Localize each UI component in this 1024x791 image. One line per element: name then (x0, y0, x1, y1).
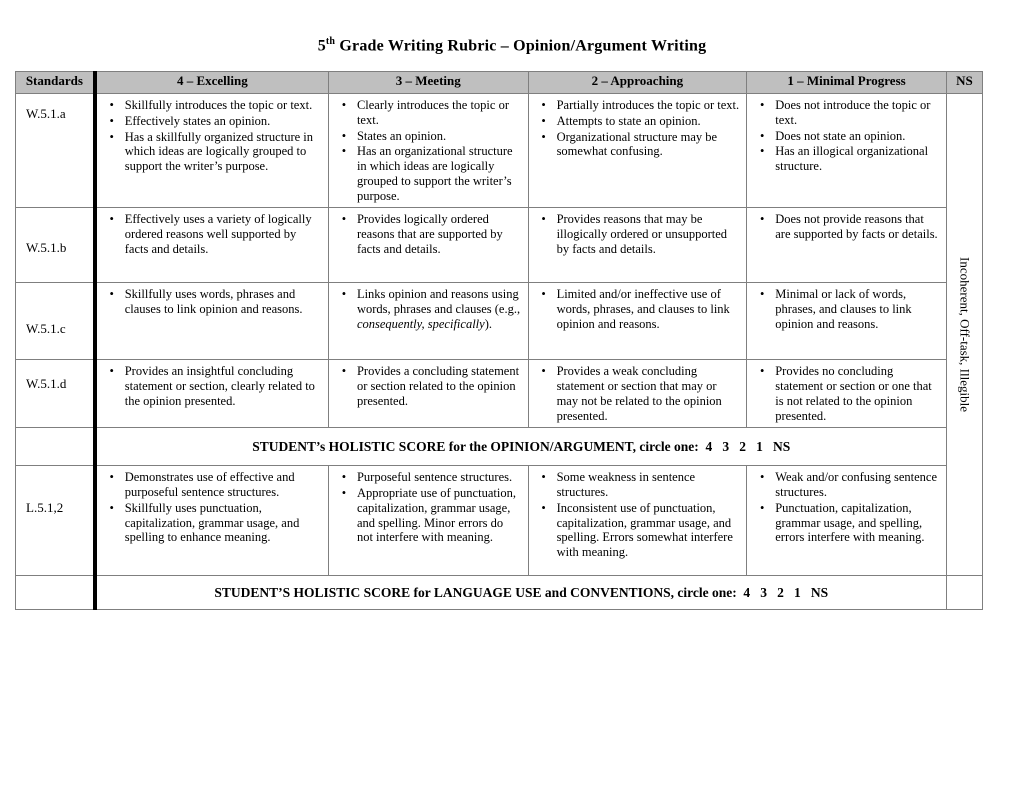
rubric-bullet: • Demonstrates use of effective and purposeful sentence structures. (99, 470, 325, 500)
rubric-bullet: • Has an illogical organizational structure. (749, 144, 943, 174)
bullet-dot: • (760, 98, 765, 112)
bullet-dot: • (760, 287, 765, 302)
col-header-3-meeting: 3 – Meeting (328, 72, 528, 94)
bullet-dot: • (341, 470, 347, 485)
page-title-text: Grade Writing Rubric – Opinion/Argument Writing (335, 37, 707, 55)
bullet-dot: • (341, 98, 347, 112)
rubric-bullet: • Clearly introduces the topic or text. (331, 98, 525, 128)
bullet-dot: • (541, 212, 546, 227)
standard-label: L.5.1,2 (16, 466, 95, 576)
rubric-bullet: • Has an organizational structure in which ideas are logically grouped to support the writer’s purpose. (331, 144, 525, 203)
holistic-score-opinion: STUDENT’s HOLISTIC SCORE for the OPINION/ARGUMENT, circle one: 4 3 2 1 NS (95, 428, 947, 466)
bullet-dot: • (109, 287, 114, 302)
page-title (0, 0, 1024, 55)
rubric-cell-w51b-meeting (328, 208, 528, 283)
rubric-cell-w51d-approaching (528, 360, 747, 428)
bullet-dot: • (109, 500, 114, 515)
rubric-bullet: • Minimal or lack of words, phrases, and clauses to link opinion and reasons. (749, 287, 943, 331)
bullet-dot: • (541, 287, 546, 302)
bullet-dot: • (109, 113, 114, 128)
bullet-dot: • (341, 287, 347, 302)
bullet-dot: • (109, 212, 114, 227)
rubric-bullet: • Has a skillfully organized structure in which ideas are logically grouped to support the writer’s purpose. (99, 130, 325, 174)
rubric-cell-w51b-minimal (747, 208, 947, 283)
rubric-cell-l512-minimal (747, 466, 947, 576)
col-header-standards: Standards (16, 72, 95, 94)
row-w51c (16, 283, 983, 360)
italic-examples: consequently, specifically (356, 316, 485, 331)
rubric-cell-w51a-minimal (747, 94, 947, 208)
row-w51a (16, 94, 983, 208)
bullet-dot: • (109, 98, 114, 112)
col-header-ns: NS (946, 72, 982, 94)
rubric-cell-w51c-approaching (528, 283, 747, 360)
bullet-dot: • (341, 486, 347, 500)
bullet-dot: • (341, 128, 347, 143)
standard-label: W.5.1.d (16, 360, 95, 428)
rubric-bullet: • Limited and/or ineffective use of words, phrases, and clauses to link opinion and reasons. (531, 287, 744, 331)
rubric-cell-w51b-excelling (95, 208, 329, 283)
rubric-bullet: • Punctuation, capitalization, grammar usage, and spelling, errors interfere with meaning. (749, 501, 943, 545)
rubric-bullet: • States an opinion. (331, 129, 525, 144)
rubric-bullet: • Effectively uses a variety of logically ordered reasons well supported by facts and details. (99, 212, 325, 256)
rubric-cell-w51d-minimal (747, 360, 947, 428)
rubric-cell-w51c-meeting (328, 283, 528, 360)
standard-label: W.5.1.a (16, 94, 95, 208)
bullet-dot: • (109, 364, 114, 379)
bullet-dot: • (541, 470, 546, 485)
page-title-number: 5 (317, 37, 326, 55)
standard-label-empty (16, 428, 95, 466)
bullet-dot: • (541, 98, 546, 112)
row-l512 (16, 466, 983, 576)
rubric-bullet: • Skillfully introduces the topic or text. (99, 98, 325, 113)
bullet-dot: • (109, 129, 114, 144)
bullet-dot: • (760, 364, 765, 379)
rubric-cell-l512-meeting (328, 466, 528, 576)
row-w51d (16, 360, 983, 428)
bullet-dot: • (341, 212, 347, 227)
rubric-bullet: • Some weakness in sentence structures. (531, 470, 744, 500)
rubric-cell-w51a-excelling (95, 94, 329, 208)
rubric-cell-w51c-minimal (747, 283, 947, 360)
standard-label-empty (16, 576, 95, 610)
bullet-dot: • (341, 144, 347, 159)
rubric-cell-w51d-excelling (95, 360, 329, 428)
bullet-dot: • (109, 470, 114, 485)
rubric-cell-w51c-excelling (95, 283, 329, 360)
rubric-bullet: • Attempts to state an opinion. (531, 114, 744, 129)
header-row (16, 72, 983, 94)
bullet-dot: • (760, 470, 765, 485)
rubric-cell-w51b-approaching (528, 208, 747, 283)
rubric-bullet: • Weak and/or confusing sentence structures. (749, 470, 943, 500)
col-header-1-minimal-progress: 1 – Minimal Progress (747, 72, 947, 94)
rubric-cell-w51a-approaching (528, 94, 747, 208)
bullet-dot: • (760, 500, 765, 515)
rubric-bullet: • Does not state an opinion. (749, 129, 943, 144)
page-title-ordinal: th (325, 36, 336, 47)
rubric-bullet: • Provides logically ordered reasons that are supported by facts and details. (331, 212, 525, 256)
rubric-bullet: • Provides reasons that may be illogically ordered or unsupported by facts and details. (531, 212, 744, 256)
rubric-bullet: • Purposeful sentence structures. (331, 470, 525, 485)
col-header-2-approaching: 2 – Approaching (528, 72, 747, 94)
rubric-bullet: • Partially introduces the topic or text. (531, 98, 744, 113)
ns-cell-empty (946, 576, 982, 610)
rubric-cell-l512-approaching (528, 466, 747, 576)
rubric-cell-w51a-meeting (328, 94, 528, 208)
rubric-bullet: • Does not introduce the topic or text. (749, 98, 943, 128)
col-header-4-excelling: 4 – Excelling (95, 72, 329, 94)
row-holistic-opinion (16, 428, 983, 466)
bullet-dot: • (541, 364, 546, 379)
rubric-bullet: • Does not provide reasons that are supported by facts or details. (749, 212, 943, 242)
ns-column-cell (946, 94, 982, 576)
bullet-dot: • (760, 212, 765, 227)
bullet-dot: • (541, 113, 546, 128)
bullet-dot: • (541, 129, 546, 144)
row-w51b (16, 208, 983, 283)
rubric-bullet: • Links opinion and reasons using words, phrases and clauses (e.g., consequently, specifically). (331, 287, 525, 331)
rubric-bullet: • Effectively states an opinion. (99, 114, 325, 129)
rubric-bullet: • Appropriate use of punctuation, capitalization, grammar usage, and spelling. Minor errors do not interfere with meaning. (331, 486, 525, 545)
rubric-cell-l512-excelling (95, 466, 329, 576)
rubric-table (15, 71, 983, 610)
rubric-bullet: • Inconsistent use of punctuation, capitalization, grammar usage, and spelling. Errors somewhat interfere with meaning. (531, 501, 744, 560)
rubric-bullet: • Provides no concluding statement or section or one that is not related to the opinion presented. (749, 364, 943, 423)
rubric-cell-w51d-meeting (328, 360, 528, 428)
row-holistic-language (16, 576, 983, 610)
ns-vertical-text: Incoherent, Off-task, Illegible (957, 257, 973, 413)
rubric-bullet: • Provides an insightful concluding statement or section, clearly related to the opinion presented. (99, 364, 325, 408)
standard-label: W.5.1.c (16, 283, 95, 360)
bullet-dot: • (760, 144, 765, 159)
rubric-bullet: • Organizational structure may be somewhat confusing. (531, 130, 744, 160)
bullet-dot: • (760, 128, 765, 143)
holistic-score-language: STUDENT’S HOLISTIC SCORE for LANGUAGE USE and CONVENTIONS, circle one: 4 3 2 1 NS (95, 576, 947, 610)
rubric-bullet: • Skillfully uses words, phrases and clauses to link opinion and reasons. (99, 287, 325, 317)
bullet-dot: • (341, 364, 347, 379)
standard-label: W.5.1.b (16, 208, 95, 283)
rubric-bullet: • Provides a weak concluding statement or section that may or may not be related to the opinion presented. (531, 364, 744, 423)
rubric-bullet: • Provides a concluding statement or section related to the opinion presented. (331, 364, 525, 408)
rubric-bullet: • Skillfully uses punctuation, capitalization, grammar usage, and spelling to enhance meaning. (99, 501, 325, 545)
bullet-dot: • (541, 500, 546, 515)
